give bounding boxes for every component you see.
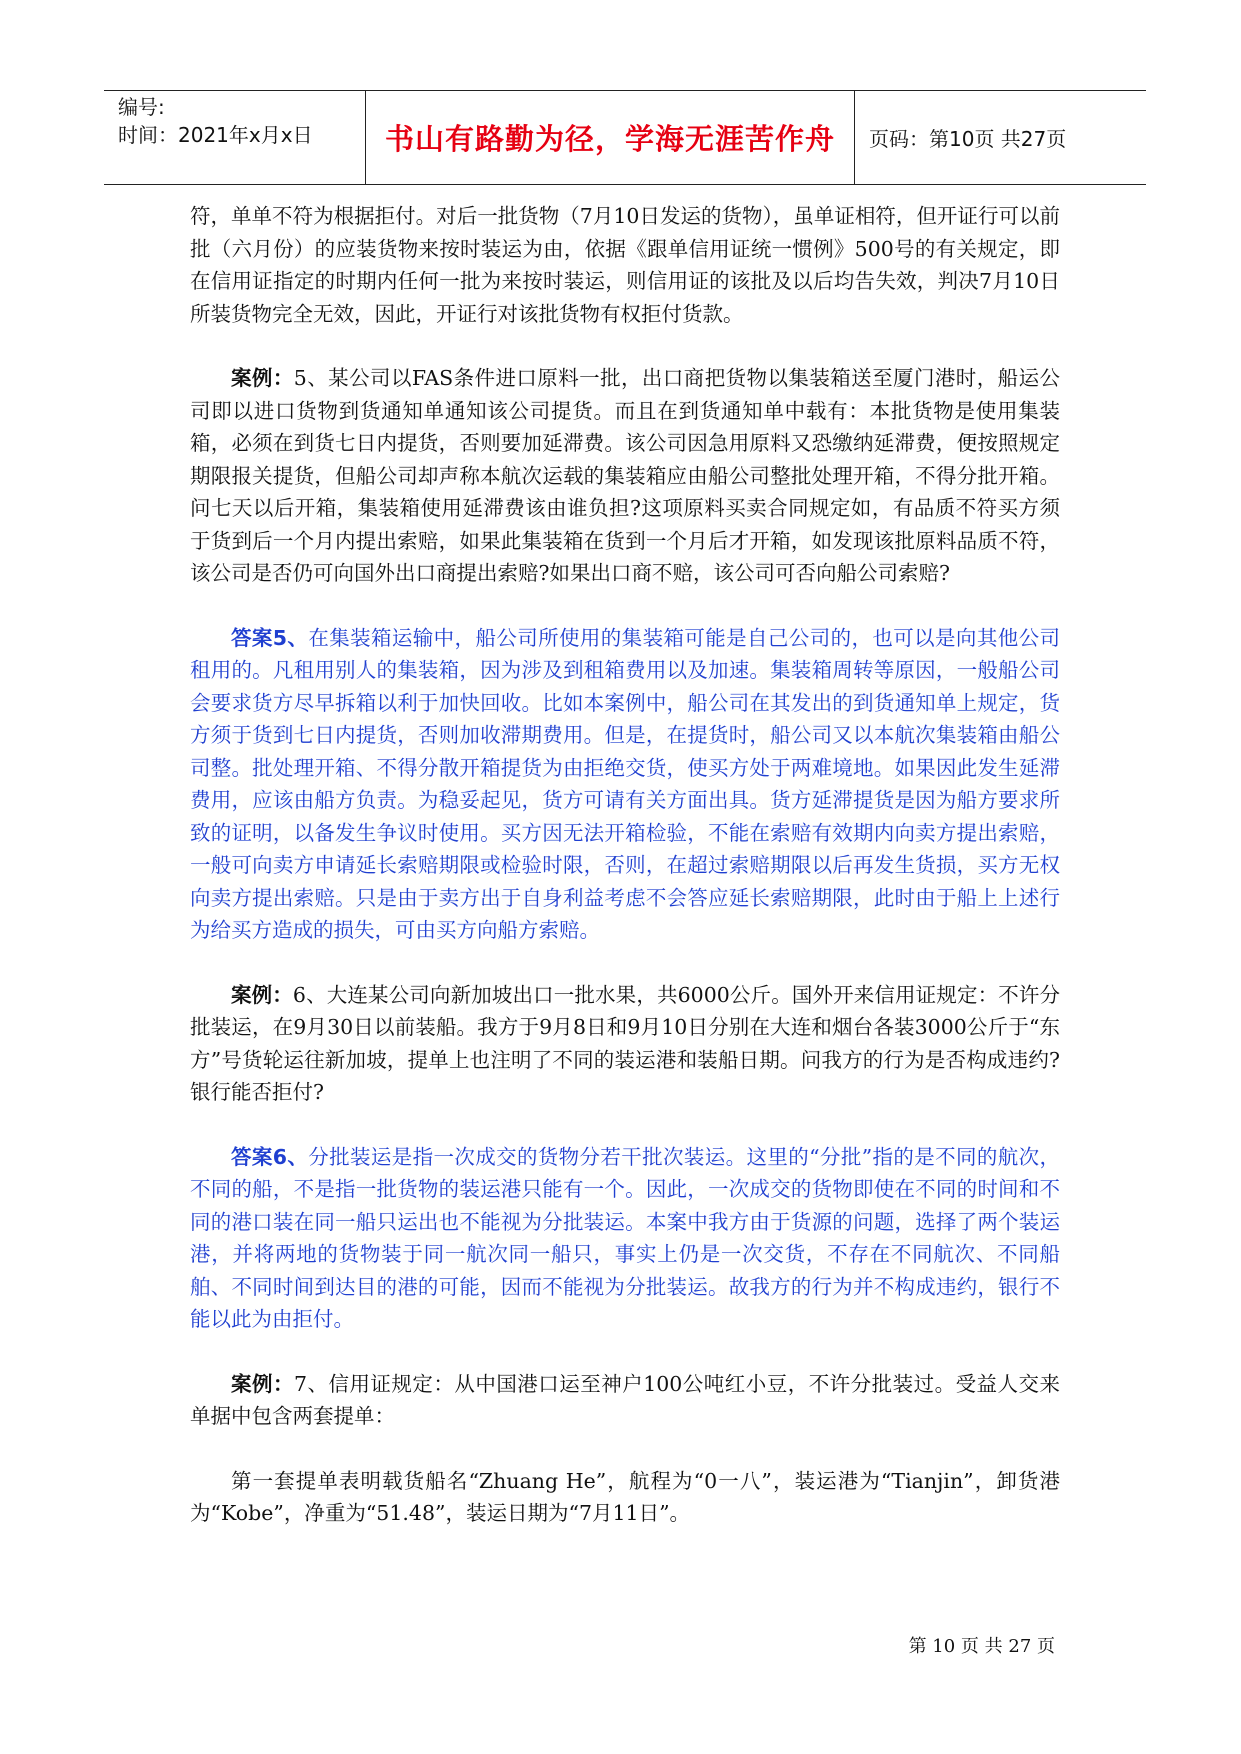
paragraph-text: 第一套提单表明载货船名“Zhuang He”，航程为“0一八”，装运港为“Tianjin”，卸货港为“Kobe”，净重为“51.48”，装运日期为“7月11日”。	[190, 1468, 1060, 1525]
page-header	[104, 90, 1146, 185]
case-6-answer	[190, 1141, 1060, 1336]
paragraph-text: 符，单单不符为根据拒付。对后一批货物（7月10日发运的货物），虽单证相符，但开证行可以前批（六月份）的应装货物来按时装运为由，依据《跟单信用证统一惯例》500号的有关规定，即在信用证指定的时期内任何一批为来按时装运，则信用证的该批及以后均告失效，判决7月10日所装货物完全无效，因此，开证行对该批货物有权拒付货款。	[190, 204, 1060, 326]
answer-label: 答案6、	[231, 1144, 309, 1169]
document-body	[190, 200, 1060, 1562]
header-meta	[104, 91, 366, 184]
paragraph-text: 7、信用证规定：从中国港口运至神户100公吨红小豆，不许分批装过。受益人交来单据中包含两套提单：	[190, 1371, 1061, 1428]
page-footer: 第 10 页 共 27 页	[908, 1636, 1055, 1657]
case-7-question	[190, 1368, 1060, 1433]
paragraph-text: 在集装箱运输中，船公司所使用的集装箱可能是自己公司的，也可以是向其他公司租用的。凡租用别人的集装箱，因为涉及到租箱费用以及加速。集装箱周转等原因，一般船公司会要求货方尽早拆箱以利于加快回收。比如本案例中，船公司在其发出的到货通知单上规定，货方须于货到七日内提货，否则加收滞期费用。但是，在提货时，船公司又以本航次集装箱由船公司整。批处理开箱、不得分散开箱提货为由拒绝交货，使买方处于两难境地。如果因此发生延滞费用，应该由船方负责。为稳妥起见，货方可请有关方面出具。货方延滞提货是因为船方要求所致的证明，以备发生争议时使用。买方因无法开箱检验，不能在索赔有效期内向卖方提出索赔，一般可向卖方申请延长索赔期限或检验时限，否则，在超过索赔期限以后再发生货损，买方无权向卖方提出索赔。只是由于卖方出于自身利益考虑不会答应延长索赔期限，此时由于船上上述行为给买方造成的损失，可由买方向船方索赔。	[190, 625, 1060, 942]
header-page-info: 页码：第10页 共27页	[869, 127, 1067, 151]
document-time-label: 时间：2021年x月x日	[118, 123, 313, 147]
paragraph-text: 分批装运是指一次成交的货物分若干批次装运。这里的“分批”指的是不同的航次，不同的船，不是指一批货物的装运港只能有一个。因此，一次成交的货物即使在不同的时间和不同的港口装在同一船只运出也不能视为分批装运。本案中我方由于货源的问题，选择了两个装运港，并将两地的货物装于同一航次同一船只，事实上仍是一次交货，不存在不同航次、不同船舶、不同时间到达目的港的可能，因而不能视为分批装运。故我方的行为并不构成违约，银行不能以此为由拒付。	[190, 1144, 1060, 1331]
header-motto: 书山有路勤为径，学海无涯苦作舟	[366, 91, 855, 184]
case-5-answer	[190, 622, 1060, 947]
case-label: 案例：	[231, 1371, 294, 1396]
case-7-bill-of-lading	[190, 1465, 1060, 1530]
case-5-question	[190, 362, 1060, 590]
case-6-question	[190, 979, 1060, 1109]
paragraph-continued	[190, 200, 1060, 330]
case-label: 案例：	[231, 982, 293, 1007]
case-label: 案例：	[231, 366, 294, 390]
document-number-label: 编号:	[118, 95, 165, 119]
paragraph-text: 6、大连某公司向新加坡出口一批水果，共6000公斤。国外开来信用证规定：不许分批装运，在9月30日以前装船。我方于9月8日和9月10日分别在大连和烟台各装3000公斤于“东方”号货轮运往新加坡，提单上也注明了不同的装运港和装船日期。问我方的行为是否构成违约?银行能否拒付?	[190, 982, 1060, 1104]
answer-label: 答案5、	[231, 625, 309, 650]
paragraph-text: 5、某公司以FAS条件进口原料一批，出口商把货物以集装箱送至厦门港时，船运公司即以进口货物到货通知单通知该公司提货。而且在到货通知单中载有：本批货物是使用集装箱，必须在到货七日内提货，否则要加延滞费。该公司因急用原料又恐缴纳延滞费，便按照规定期限报关提货，但船公司却声称本航次运载的集装箱应由船公司整批处理开箱，不得分批开箱。问七天以后开箱，集装箱使用延滞费该由谁负担?这项原料买卖合同规定如，有品质不符买方须于货到后一个月内提出索赔，如果此集装箱在货到一个月后才开箱，如发现该批原料品质不符，该公司是否仍可向国外出口商提出索赔?如果出口商不赔，该公司可否向船公司索赔?	[190, 366, 1060, 585]
